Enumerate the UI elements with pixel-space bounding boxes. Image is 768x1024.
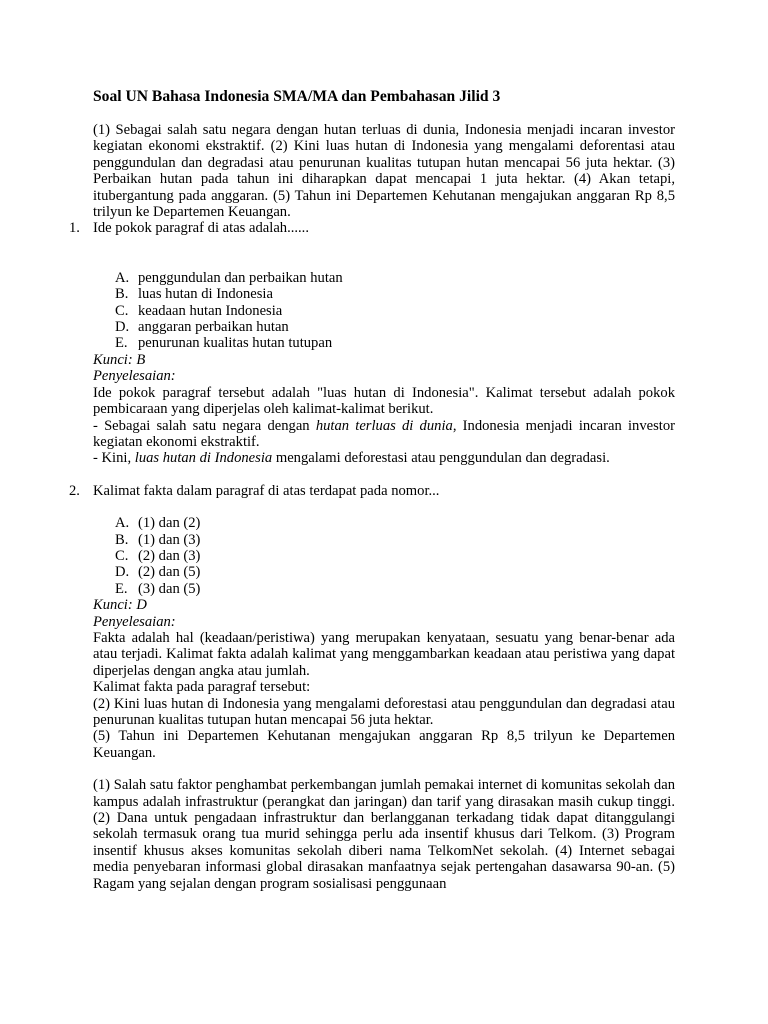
question-1-answer-key: Kunci: B xyxy=(93,351,146,368)
question-2 xyxy=(69,482,675,499)
option-1b: B. luas hutan di Indonesia xyxy=(115,286,273,303)
question-2-text: Kalimat fakta dalam paragraf di atas terdapat pada nomor... xyxy=(93,482,440,499)
option-2a: A. (1) dan (2) xyxy=(115,515,201,532)
question-2-fakta-2: (5) Tahun ini Departemen Kehutanan mengajukan anggaran Rp 8,5 trilyun ke Departemen Keuangan. xyxy=(93,728,675,761)
question-2-answer-key: Kunci: D xyxy=(93,597,147,614)
question-2-number: 2. xyxy=(69,482,80,499)
option-2e: E. (3) dan (5) xyxy=(115,580,201,597)
question-2-options xyxy=(93,515,675,597)
question-1-point-2: - Kini, luas hutan di Indonesia mengalami deforestasi atau penggundulan dan degradasi. xyxy=(93,450,610,467)
option-2b: B. (1) dan (3) xyxy=(115,531,201,548)
question-1-text: Ide pokok paragraf di atas adalah...... xyxy=(93,220,309,237)
question-2-fakta-1: (2) Kini luas hutan di Indonesia yang mengalami deforestasi atau penggundulan dan degradasi atau penurunan kualitas tutupan hutan mencapai 56 juta hektar. xyxy=(93,695,675,728)
question-2-solution-label: Penyelesaian: xyxy=(93,613,176,630)
option-2c: C. (2) dan (3) xyxy=(115,547,201,564)
question-1-point-1: - Sebagai salah satu negara dengan hutan terluas di dunia, Indonesia menjadi incaran investor kegiatan ekonomi ekstraktif. xyxy=(93,417,675,450)
document-title: Soal UN Bahasa Indonesia SMA/MA dan Pembahasan Jilid 3 xyxy=(93,88,501,105)
question-2-fakta-heading: Kalimat fakta pada paragraf tersebut: xyxy=(93,679,311,696)
option-2d: D. (2) dan (5) xyxy=(115,564,201,581)
document-content xyxy=(69,88,675,892)
option-1e: E. penurunan kualitas hutan tutupan xyxy=(115,335,333,352)
option-1a: A. penggundulan dan perbaikan hutan xyxy=(115,269,343,286)
question-1 xyxy=(69,220,675,237)
passage-1: (1) Sebagai salah satu negara dengan hutan terluas di dunia, Indonesia menjadi incaran investor kegiatan ekonomi ekstraktif. (2) Kini luas hutan di Indonesia yang mengalami deforentasi atau penggundulan dan degradasi atau penurunan kualitas tutupan hutan mencapai 56 juta hektar. (3) Perbaikan hutan pada tahun ini diharapkan dapat mencapai 1 juta hektar. (4) Akan tetapi, itubergantung pada anggaran. (5) Tahun ini Departemen Kehutanan mengajukan anggaran Rp 8,5 trilyun ke Departemen Keuangan. xyxy=(93,122,675,221)
option-1d: D. anggaran perbaikan hutan xyxy=(115,319,289,336)
question-1-number: 1. xyxy=(69,220,80,237)
question-1-solution-label: Penyelesaian: xyxy=(93,368,176,385)
passage-2: (1) Salah satu faktor penghambat perkembangan jumlah pemakai internet di komunitas sekolah dan kampus adalah infrastruktur (perangkat dan jaringan) dan tarif yang dirasakan masih cukup tinggi. (2) Dana untuk pengadaan infrastruktur dan berlangganan terkadang tidak dapat ditanggulangi sekolah termasuk orang tua murid sehingga perlu ada insentif khusus dari Telkom. (3) Program insentif khusus akses komunitas sekolah diberi nama TelkomNet sekolah. (4) Internet sebagai media penyebaran informasi global dirasakan manfaatnya sejak pertengahan dasawarsa 90-an. (5) Ragam yang sejalan dengan program sosialisasi penggunaan xyxy=(93,777,675,892)
option-1c: C. keadaan hutan Indonesia xyxy=(115,302,283,319)
question-1-explanation: Ide pokok paragraf tersebut adalah "luas hutan di Indonesia". Kalimat tersebut adalah pokok pembicaraan yang diperjelas oleh kalimat-kalimat berikut. xyxy=(93,384,675,418)
question-1-options xyxy=(93,270,675,352)
question-2-explanation: Fakta adalah hal (keadaan/peristiwa) yang merupakan kenyataan, sesuatu yang benar-benar ada atau terjadi. Kalimat fakta adalah kalimat yang menggambarkan keadaan atau peristiwa yang dapat diperjelas dengan angka atau jumlah. xyxy=(93,629,675,679)
